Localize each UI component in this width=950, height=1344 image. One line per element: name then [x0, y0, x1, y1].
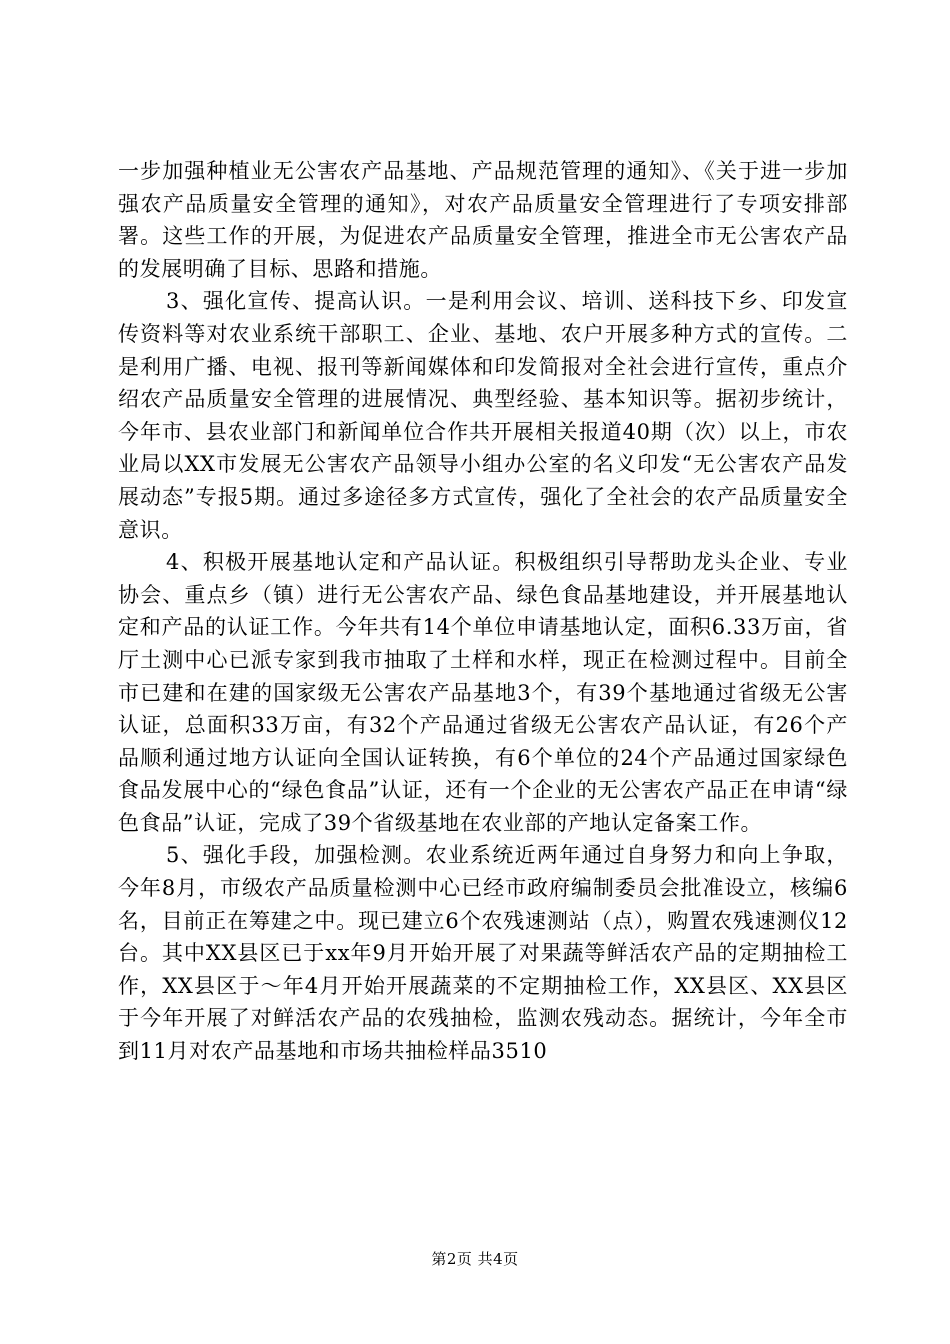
document-body	[118, 155, 848, 1068]
page-footer: 第2页 共4页	[431, 1250, 519, 1268]
paragraph-4: 5、强化手段，加强检测。农业系统近两年通过自身努力和向上争取，今年8月，市级农产品质量检测中心已经市政府编制委员会批准设立，核编6名，目前正在筹建之中。现已建立6个农残速测站（点），购置农残速测仪12台。其中XX县区已于xx年9月开始开展了对果蔬等鲜活农产品的定期抽检工作，XX县区于～年4月开始开展蔬菜的不定期抽检工作，XX县区、XX县区于今年开展了对鲜活农产品的农残抽检，监测农残动态。据统计，今年全市到11月对农产品基地和市场共抽检样品3510	[118, 843, 848, 1064]
paragraph-1: 一步加强种植业无公害农产品基地、产品规范管理的通知》、《关于进一步加强农产品质量安全管理的通知》，对农产品质量安全管理进行了专项安排部署。这些工作的开展，为促进农产品质量安全管理，推进全市无公害农产品的发展明确了目标、思路和措施。	[118, 159, 848, 281]
paragraph-2: 3、强化宣传、提高认识。一是利用会议、培训、送科技下乡、印发宣传资料等对农业系统干部职工、企业、基地、农户开展多种方式的宣传。二是利用广播、电视、报刊等新闻媒体和印发简报对全社会进行宣传，重点介绍农产品质量安全管理的进展情况、典型经验、基本知识等。据初步统计，今年市、县农业部门和新闻单位合作共开展相关报道40期（次）以上，市农业局以XX市发展无公害农产品领导小组办公室的名义印发“无公害农产品发展动态”专报5期。通过多途径多方式宣传，强化了全社会的农产品质量安全意识。	[118, 289, 848, 542]
paragraph-3: 4、积极开展基地认定和产品认证。积极组织引导帮助龙头企业、专业协会、重点乡（镇）进行无公害农产品、绿色食品基地建设，并开展基地认定和产品的认证工作。今年共有14个单位申请基地认定，面积6.33万亩，省厅土测中心已派专家到我市抽取了土样和水样，现正在检测过程中。目前全市已建和在建的国家级无公害农产品基地3个，有39个基地通过省级无公害认证，总面积33万亩，有32个产品通过省级无公害农产品认证，有26个产品顺利通过地方认证向全国认证转换，有6个单位的24个产品通过国家绿色食品发展中心的“绿色食品”认证，还有一个企业的无公害农产品正在申请“绿色食品”认证，完成了39个省级基地在农业部的产地认定备案工作。	[118, 550, 848, 835]
